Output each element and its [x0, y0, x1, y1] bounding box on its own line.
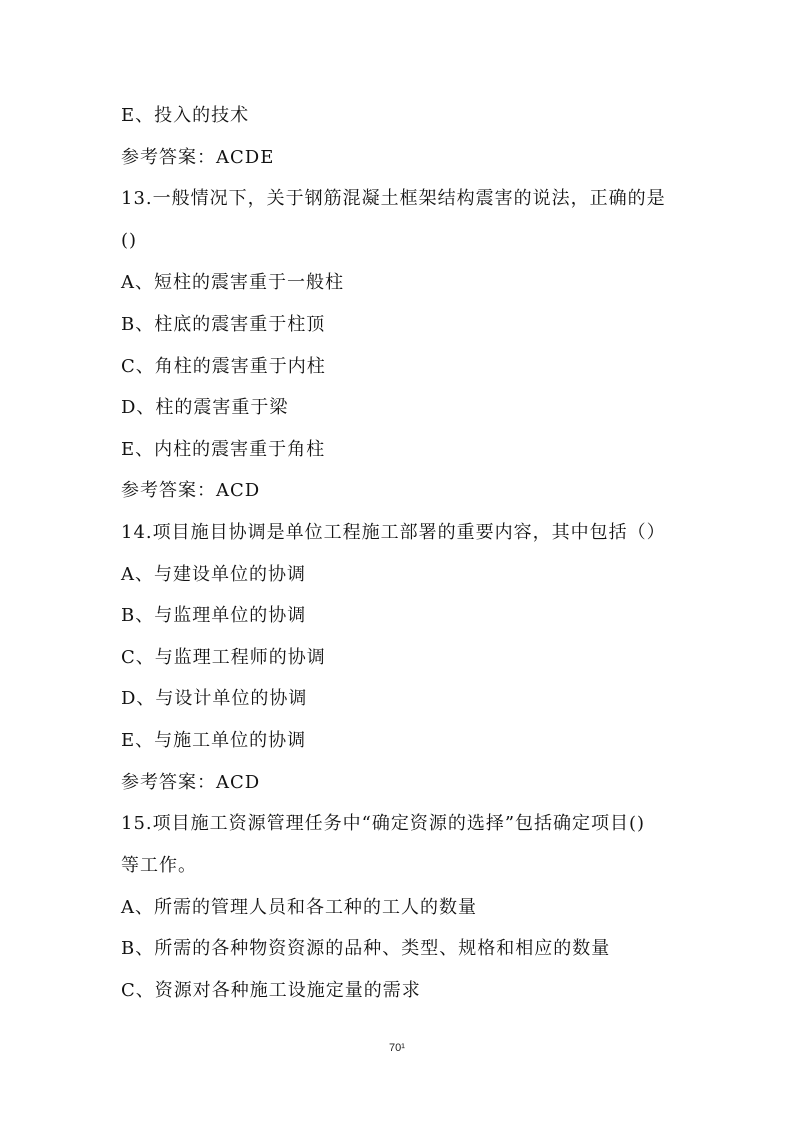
q14-option-a: A、与建设单位的协调 — [121, 564, 306, 585]
q12-answer: 参考答案：ACDE — [121, 147, 275, 168]
q15-option-b: B、所需的各种物资资源的品种、类型、规格和相应的数量 — [121, 938, 611, 959]
q13-option-e: E、内柱的震害重于角柱 — [121, 439, 326, 460]
q14-option-b: B、与监理单位的协调 — [121, 605, 307, 626]
page-number: 70¹ — [389, 1042, 405, 1054]
q14-option-e: E、与施工单位的协调 — [121, 730, 307, 751]
q13-option-b: B、柱底的震害重于柱顶 — [121, 314, 326, 335]
q14-option-c: C、与监理工程师的协调 — [121, 647, 326, 668]
q14-answer: 参考答案：ACD — [121, 772, 261, 793]
q14-option-d: D、与设计单位的协调 — [121, 688, 308, 709]
q13-option-a: A、短柱的震害重于一般柱 — [121, 272, 344, 293]
q14-question: 14.项目施目协调是单位工程施工部署的重要内容，其中包括（） — [121, 522, 666, 543]
q12-option-e: E、投入的技术 — [121, 105, 250, 126]
q15-question-cont: 等工作。 — [121, 855, 197, 876]
q13-question: 13.一般情况下，关于钢筋混凝土框架结构震害的说法，正确的是 — [121, 188, 666, 209]
q13-question-cont: () — [121, 230, 138, 251]
q13-answer: 参考答案：ACD — [121, 480, 261, 501]
q15-option-c: C、资源对各种施工设施定量的需求 — [121, 980, 421, 1001]
q13-option-d: D、柱的震害重于梁 — [121, 397, 289, 418]
q13-option-c: C、角柱的震害重于内柱 — [121, 356, 326, 377]
q15-question: 15.项目施工资源管理任务中“确定资源的选择”包括确定项目() — [121, 813, 646, 834]
q15-option-a: A、所需的管理人员和各工种的工人的数量 — [121, 897, 477, 918]
